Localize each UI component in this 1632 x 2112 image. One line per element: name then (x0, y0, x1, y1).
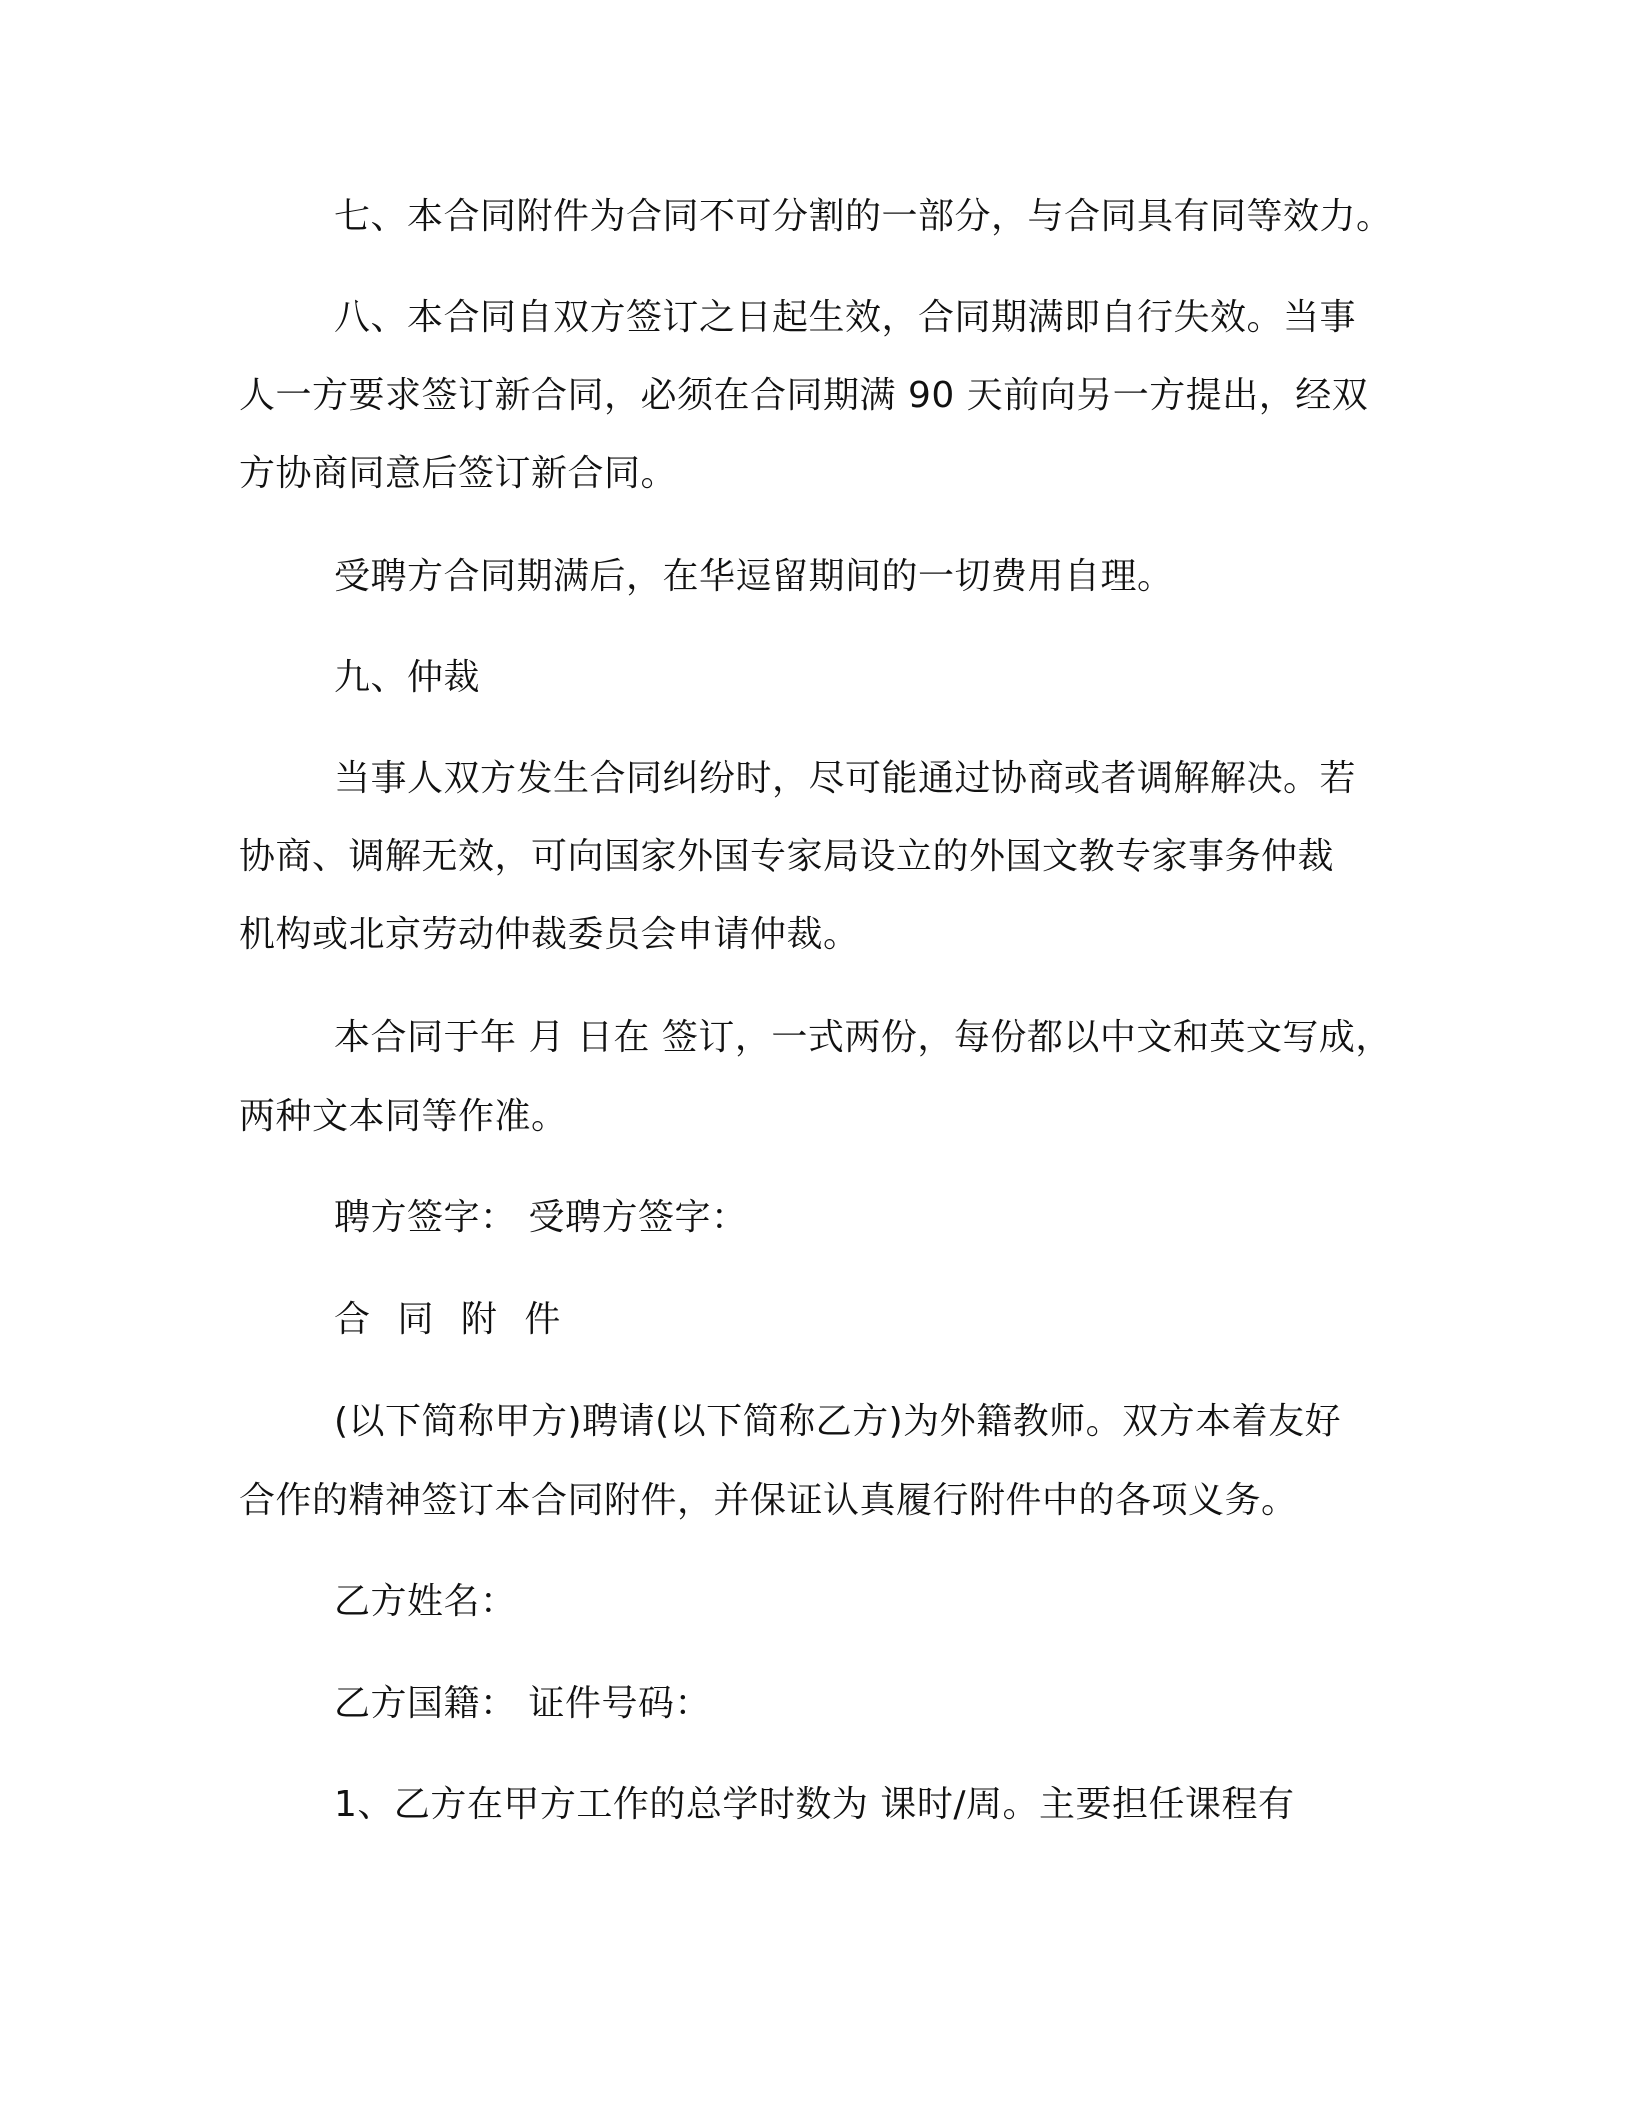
appendix-intro-line-2: 合作的精神签订本合同附件，并保证认真履行附件中的各项义务。 (239, 1480, 1298, 1521)
item-1: 1、乙方在甲方工作的总学时数为 课时/周。主要担任课程有 (334, 1784, 1295, 1825)
clause-8-line-1: 八、本合同自双方签订之日起生效，合同期满即自行失效。当事 (334, 297, 1357, 338)
signatures: 聘方签字： 受聘方签字： (334, 1197, 748, 1238)
appendix-intro-line-1: (以下简称甲方)聘请(以下简称乙方)为外籍教师。双方本着友好 (334, 1401, 1342, 1442)
clause-7: 七、本合同附件为合同不可分割的一部分，与合同具有同等效力。 (334, 196, 1393, 237)
party-b-name: 乙方姓名： (334, 1581, 517, 1622)
signing-line-1: 本合同于年 月 日在 签订，一式两份，每份都以中文和英文写成， (334, 1017, 1392, 1058)
clause-8-line-2: 人一方要求签订新合同，必须在合同期满 90 天前向另一方提出，经双 (239, 375, 1369, 416)
party-b-nationality: 乙方国籍： 证件号码： (334, 1683, 711, 1724)
arbitration-line-1: 当事人双方发生合同纠纷时，尽可能通过协商或者调解解决。若 (334, 758, 1357, 799)
clause-8-line-3: 方协商同意后签订新合同。 (239, 453, 678, 494)
expense-clause: 受聘方合同期满后，在华逗留期间的一切费用自理。 (334, 556, 1174, 597)
arbitration-line-2: 协商、调解无效，可向国家外国专家局设立的外国文教专家事务仲裁 (239, 836, 1335, 877)
arbitration-line-3: 机构或北京劳动仲裁委员会申请仲裁。 (239, 914, 860, 955)
signing-line-2: 两种文本同等作准。 (239, 1096, 568, 1137)
appendix-title: 合 同 附 件 (334, 1299, 569, 1340)
section-heading-arbitration: 九、仲裁 (334, 657, 481, 698)
